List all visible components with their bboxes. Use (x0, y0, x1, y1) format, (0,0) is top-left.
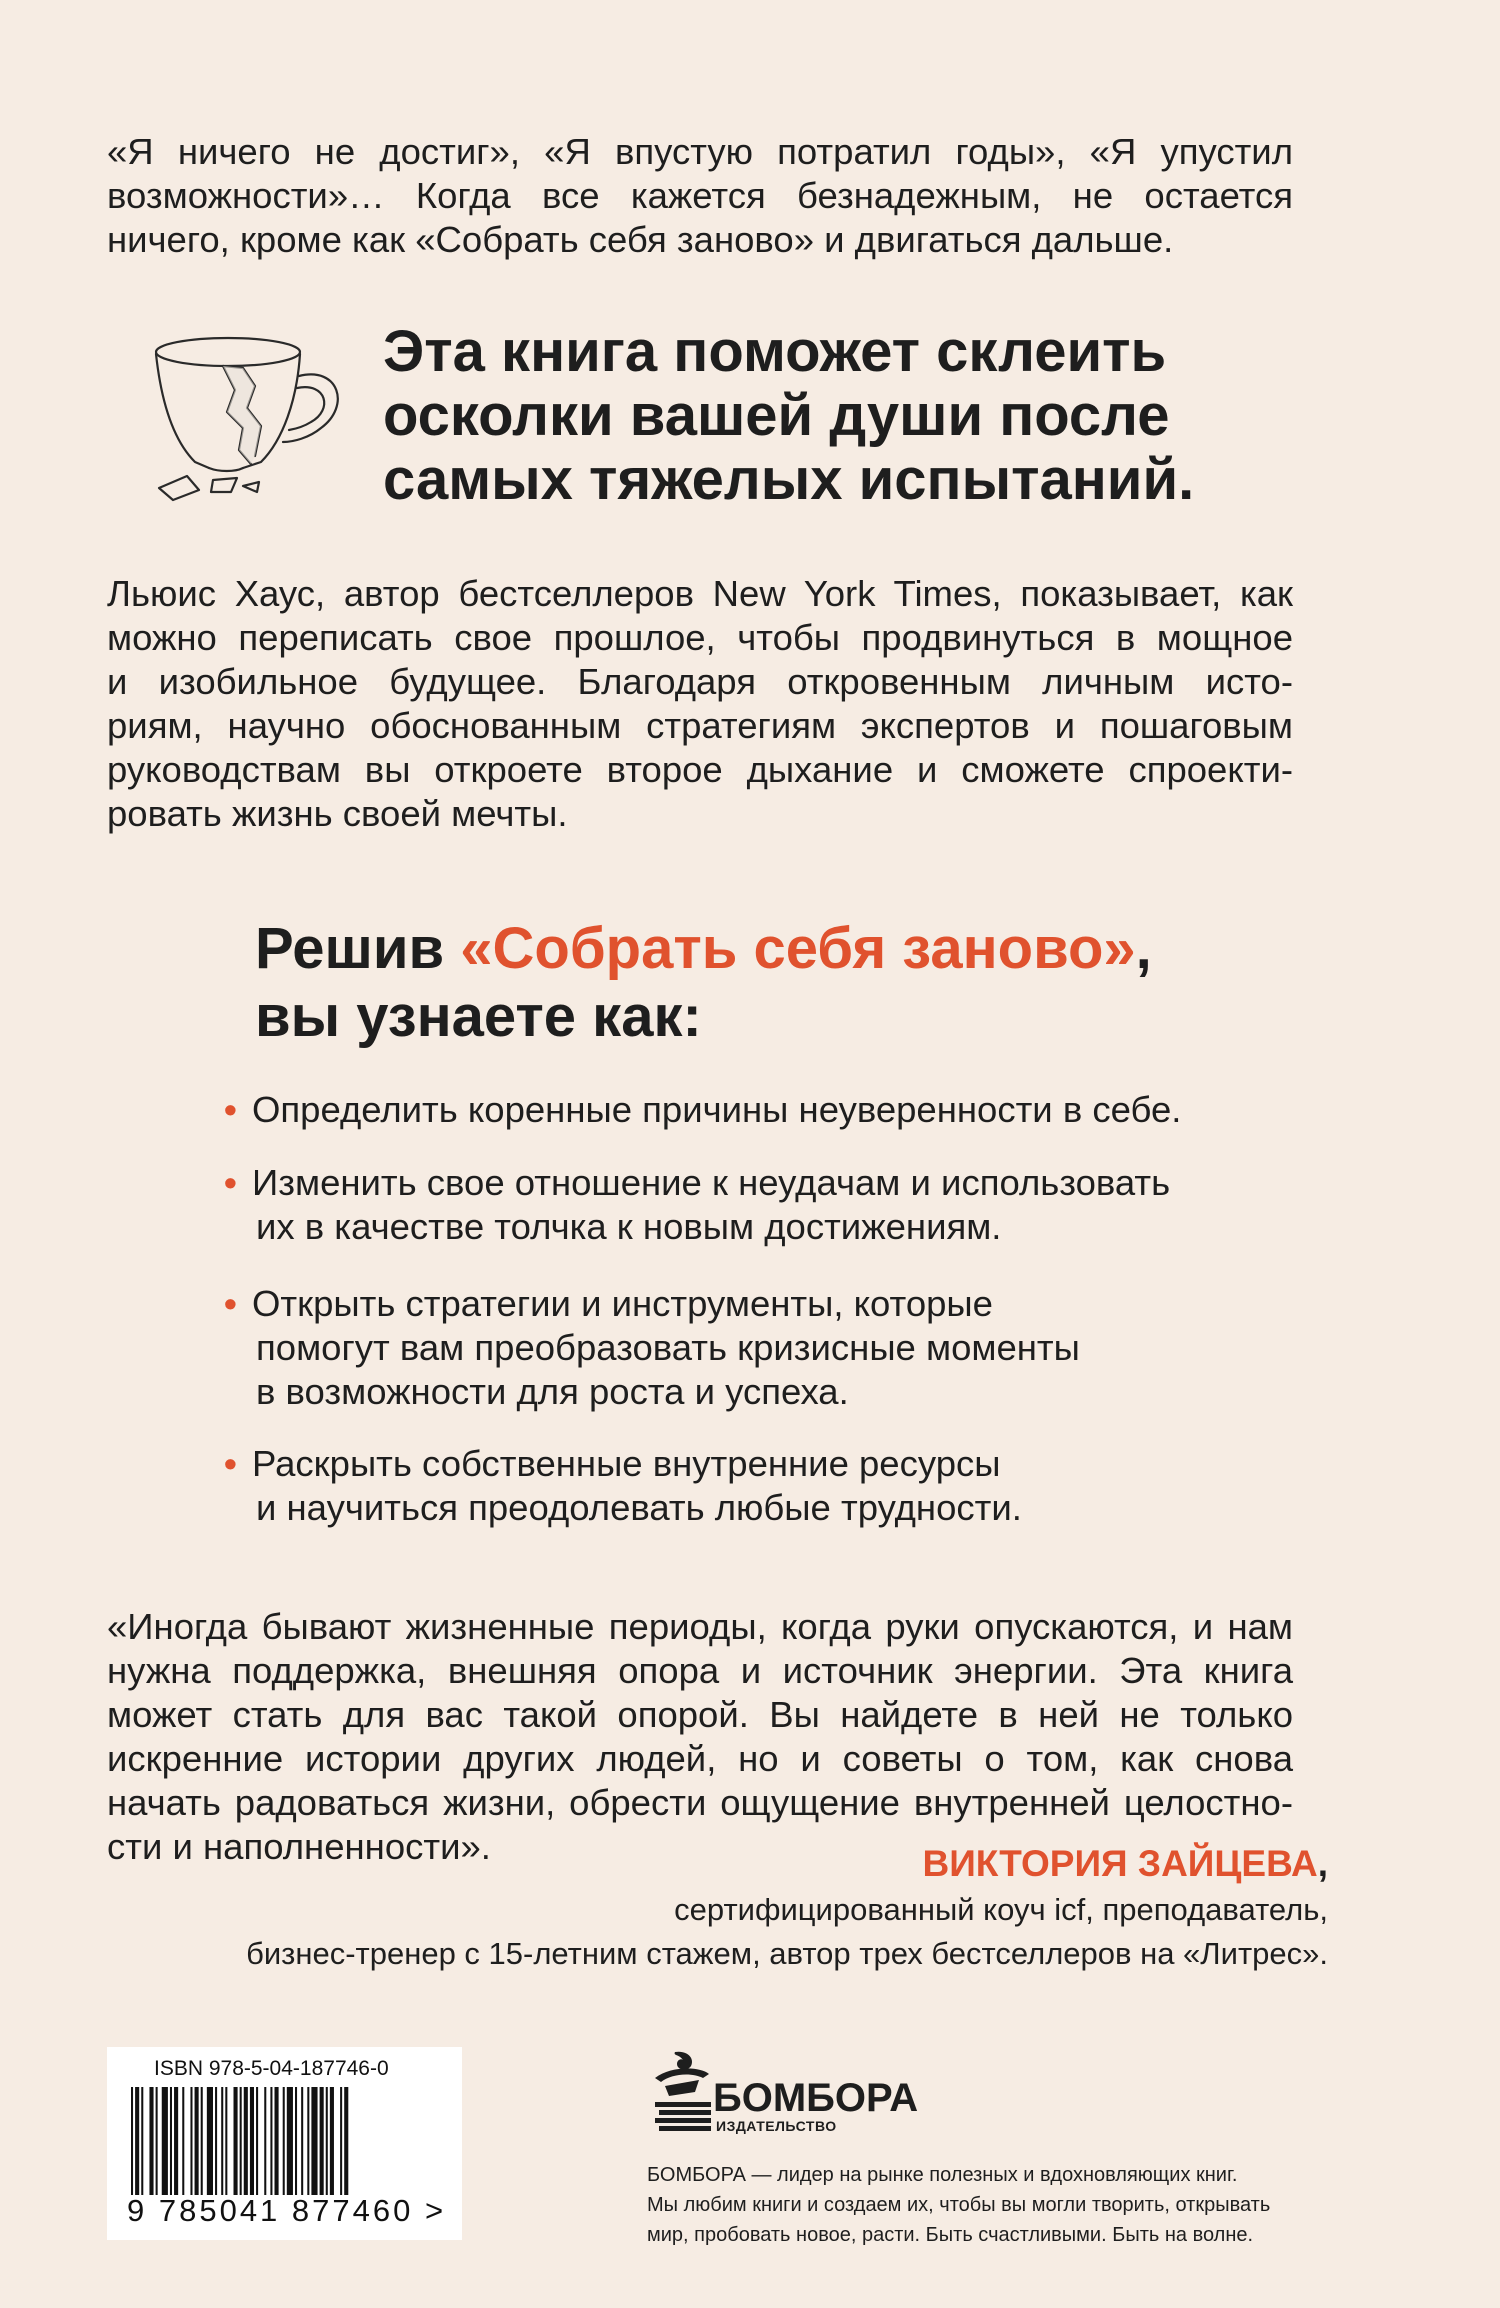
barcode-bar (264, 2087, 266, 2195)
barcode-bar (330, 2087, 334, 2195)
barcode-bar (221, 2087, 223, 2195)
barcode-bar (256, 2087, 258, 2195)
barcode-bar (170, 2087, 172, 2195)
barcode-icon (131, 2087, 436, 2195)
barcode-bar (301, 2087, 303, 2195)
description-line: руководствам вы откроете второе дыхание и сможете спроекти- (107, 749, 1293, 790)
barcode-block (107, 2047, 462, 2240)
intro-line: ничего, кроме как «Собрать себя заново» и двигаться дальше. (107, 219, 1174, 260)
barcode-bar (287, 2087, 293, 2195)
bullet-line: в возможности для роста и успеха. (256, 1371, 849, 1412)
barcode-bar (182, 2087, 184, 2195)
publisher-line: БОМБОРА — лидер на рынке полезных и вдохновляющих книг. (647, 2164, 1238, 2186)
learn-heading-line (255, 915, 1152, 983)
barcode-bar (283, 2087, 285, 2195)
barcode-bar (270, 2087, 272, 2195)
barcode-bar (311, 2087, 317, 2195)
intro-line: «Я ничего не достиг», «Я впустую потратил годы», «Я упустил (107, 131, 1293, 172)
author-comma: , (1317, 1843, 1328, 1884)
barcode-bar (320, 2087, 324, 2195)
bullet-item (224, 1442, 1324, 1530)
barcode-bar (244, 2087, 248, 2195)
learn-heading-prefix: Решив (255, 916, 461, 981)
publisher-name: БОМБОРА (713, 2076, 919, 2120)
description-line: Льюис Хаус, автор бестселлеров New York Times, показывает, как (107, 573, 1293, 614)
quote-line: может стать для вас такой опорой. Вы найдете в ней не только (107, 1694, 1293, 1735)
barcode-bar (326, 2087, 328, 2195)
barcode-bar (275, 2087, 279, 2195)
bullet-line: и научиться преодолевать любые трудности. (256, 1487, 1022, 1528)
barcode-bar (174, 2087, 178, 2195)
description-line: можно переписать свое прошлое, чтобы продвинуться в мощное (107, 617, 1293, 658)
learn-heading (255, 915, 1152, 1051)
headline-line: осколки вашей души после (383, 383, 1170, 448)
author-name: ВИКТОРИЯ ЗАЙЦЕВА (922, 1843, 1318, 1884)
barcode-bar (141, 2087, 143, 2195)
bullet-dot: • (224, 1089, 237, 1130)
broken-cup-icon (143, 330, 358, 508)
learn-heading-line: вы узнаете как: (255, 984, 702, 1049)
barcode-bar (250, 2087, 254, 2195)
headline-line: самых тяжелых испытаний. (383, 447, 1195, 512)
barcode-bar (156, 2087, 158, 2195)
barcode-bar (201, 2087, 203, 2195)
barcode-bar (195, 2087, 199, 2195)
description-line: риям, научно обоснованным стратегиям экспертов и пошаговым (107, 705, 1293, 746)
barcode-bar (344, 2087, 348, 2195)
bullet-item (224, 1088, 1324, 1132)
author-info-line: бизнес-тренер с 15-летним стажем, автор трех бестселлеров на «Литрес». (246, 1936, 1328, 1971)
publisher-subtitle: ИЗДАТЕЛЬСТВО (716, 2118, 837, 2134)
quote-line: «Иногда бывают жизненные периоды, когда руки опускаются, и нам (107, 1606, 1293, 1647)
barcode-bar (215, 2087, 217, 2195)
bullet-line: их в качестве толчка к новым достижениям. (256, 1206, 1002, 1247)
bullet-line: Открыть стратегии и инструменты, которые (252, 1283, 993, 1324)
barcode-bar (225, 2087, 227, 2195)
bullet-line: Изменить свое отношение к неудачам и использовать (252, 1162, 1171, 1203)
publisher-line: Мы любим книги и создаем их, чтобы вы могли творить, открывать (647, 2194, 1271, 2216)
barcode-bar (234, 2087, 238, 2195)
description-paragraph (107, 572, 1293, 836)
description-line: и изобильное будущее. Благодаря откровенным личным исто- (107, 661, 1293, 702)
quote-author-name (922, 1842, 1328, 1886)
testimonial-quote (107, 1605, 1293, 1869)
quote-author-info (128, 1888, 1328, 1976)
learn-heading-comma: , (1135, 916, 1152, 981)
bullet-line: Определить коренные причины неуверенности в себе. (252, 1089, 1182, 1130)
bullet-item (224, 1161, 1324, 1249)
intro-line: возможности»… Когда все кажется безнадежным, не остается (107, 175, 1293, 216)
barcode-bar (207, 2087, 213, 2195)
bullet-item (224, 1282, 1324, 1414)
barcode-bar (162, 2087, 168, 2195)
quote-line: нужна поддержка, внешняя опора и источник энергии. Эта книга (107, 1650, 1293, 1691)
barcode-bar (149, 2087, 153, 2195)
intro-paragraph (107, 130, 1293, 262)
quote-line: искренние истории других людей, но и советы о том, как снова (107, 1738, 1293, 1779)
bullet-dot: • (224, 1443, 237, 1484)
isbn-label: ISBN 978-5-04-187746-0 (154, 2057, 389, 2080)
bullet-dot: • (224, 1162, 237, 1203)
barcode-bar (131, 2087, 133, 2195)
bullet-dot: • (224, 1283, 237, 1324)
barcode-bar (307, 2087, 309, 2195)
barcode-bar (295, 2087, 297, 2195)
publisher-description (647, 2160, 1337, 2250)
description-line: ровать жизнь своей мечты. (107, 793, 568, 834)
bullet-line: помогут вам преобразовать кризисные моменты (256, 1327, 1080, 1368)
barcode-digits: 9 785041 877460 > (127, 2193, 447, 2228)
quote-line: сти и наполненности». (107, 1826, 491, 1867)
author-info-line: сертифицированный коуч icf, преподаватель, (674, 1892, 1328, 1927)
barcode-bar (190, 2087, 192, 2195)
bullet-line: Раскрыть собственные внутренние ресурсы (252, 1443, 1001, 1484)
barcode-bar (135, 2087, 139, 2195)
quote-line: начать радоваться жизни, обрести ощущение внутренней целостно- (107, 1782, 1293, 1823)
book-title-accent: «Собрать себя заново» (460, 916, 1136, 981)
headline (383, 320, 1194, 512)
barcode-bar (240, 2087, 242, 2195)
publisher-line: мир, пробовать новое, расти. Быть счастливыми. Быть на волне. (647, 2224, 1254, 2246)
headline-line: Эта книга поможет склеить (383, 319, 1167, 384)
barcode-bar (340, 2087, 342, 2195)
